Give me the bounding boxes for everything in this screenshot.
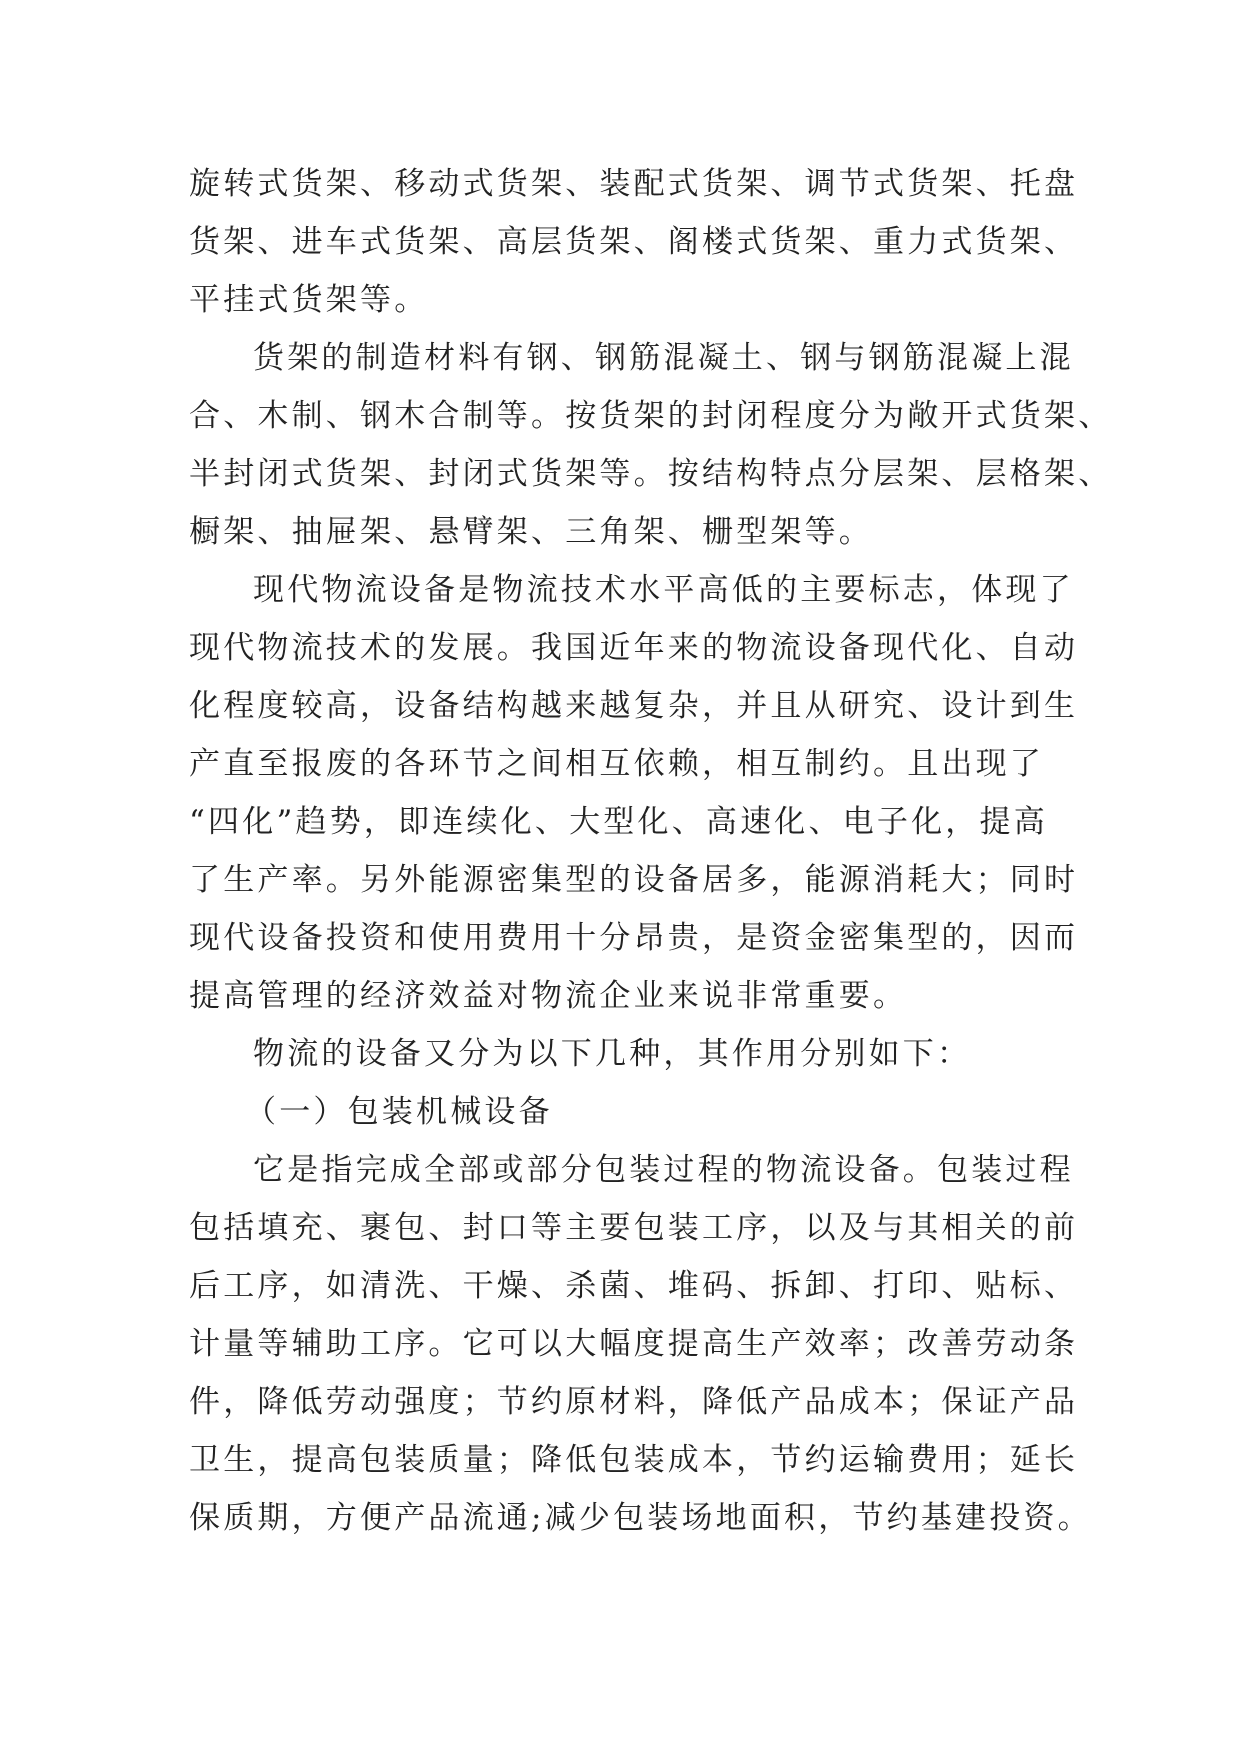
section-heading: （一）包装机械设备	[245, 1094, 553, 1130]
text-line: 件，降低劳动强度；节约原材料，降低产品成本；保证产品	[189, 1384, 1079, 1420]
text-line: 提高管理的经济效益对物流企业来说非常重要。	[189, 978, 908, 1014]
paragraph-first-line: 货架的制造材料有钢、钢筋混凝土、钢与钢筋混凝上混	[253, 340, 1074, 376]
paragraph-first-line: 现代物流设备是物流技术水平高低的主要标志，体现了	[253, 572, 1074, 608]
text-line: 卫生，提高包装质量；降低包装成本，节约运输费用；延长	[189, 1442, 1079, 1478]
text-line: 化程度较高，设备结构越来越复杂，并且从研究、设计到生	[189, 688, 1079, 724]
text-line: 货架、进车式货架、高层货架、阁楼式货架、重力式货架、	[189, 224, 1079, 260]
text-line: 产直至报废的各环节之间相互依赖，相互制约。且出现了	[189, 746, 1044, 782]
text-line: “四化”趋势，即连续化、大型化、高速化、电子化，提高	[189, 804, 1048, 840]
text-line: 现代设备投资和使用费用十分昂贵，是资金密集型的，因而	[189, 920, 1079, 956]
text-line: 现代物流技术的发展。我国近年来的物流设备现代化、自动	[189, 630, 1079, 666]
text-line: 后工序，如清洗、干燥、杀菌、堆码、拆卸、打印、贴标、	[189, 1268, 1079, 1304]
document-body	[189, 155, 1113, 1547]
text-line: 平挂式货架等。	[189, 282, 429, 318]
text-line: 了生产率。另外能源密集型的设备居多，能源消耗大；同时	[189, 862, 1079, 898]
text-line: 计量等辅助工序。它可以大幅度提高生产效率；改善劳动条	[189, 1326, 1079, 1362]
text-line: 半封闭式货架、封闭式货架等。按结构特点分层架、层格架、	[189, 456, 1113, 492]
text-line: 旋转式货架、移动式货架、装配式货架、调节式货架、托盘	[189, 166, 1079, 202]
text-line: 合、木制、钢木合制等。按货架的封闭程度分为敞开式货架、	[189, 398, 1113, 434]
text-line: 保质期，方便产品流通;减少包装场地面积，节约基建投资。	[189, 1500, 1092, 1536]
paragraph-first-line: 物流的设备又分为以下几种，其作用分别如下：	[253, 1036, 972, 1072]
text-line: 橱架、抽屉架、悬臂架、三角架、栅型架等。	[189, 514, 873, 550]
paragraph-first-line: 它是指完成全部或部分包装过程的物流设备。包装过程	[253, 1152, 1074, 1188]
text-line: 包括填充、裹包、封口等主要包装工序，以及与其相关的前	[189, 1210, 1079, 1246]
